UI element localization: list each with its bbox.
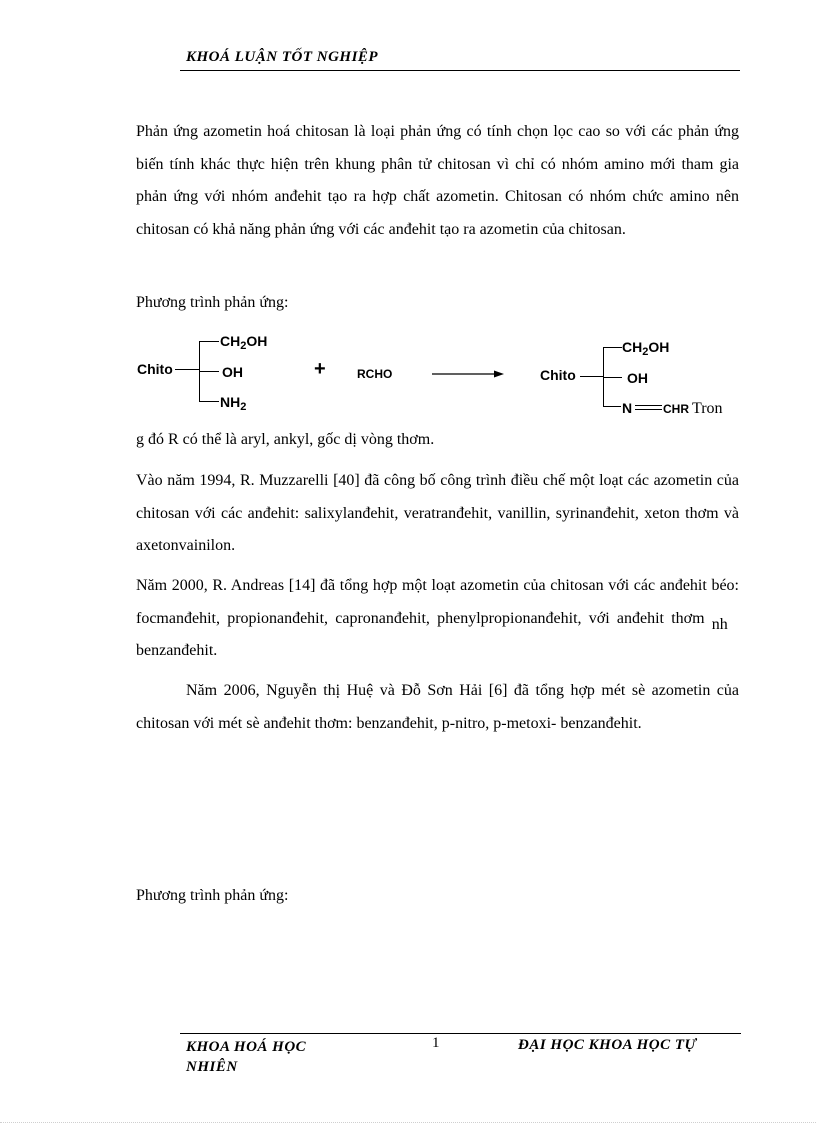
reactant-oh: OH [222,364,243,380]
equation-label: Phương trình phản ứng: [136,294,289,311]
reactant-nh2: $NH_2$ [220,394,247,413]
product-oh: OH [627,370,648,386]
overlay-text-tron: Tron [692,400,723,417]
product-bond-n [603,406,621,407]
aldehyde-rcho: RCHO [357,367,393,381]
reactant-ch2oh: $CH_2OH$ [220,333,268,352]
product-bond-oh [603,377,622,378]
header-divider [180,70,740,71]
paragraph-hue-hai: Năm 2006, Nguyễn thị Huệ và Đỗ Sơn Hải [6] đã tổng hợp mét sè azometin của chitosan với mét sè anđehit thơm: benzanđehit, p-nitro, p-metoxi- benzanđehit. [136,682,739,732]
reactant-bond-nh2 [199,401,219,402]
subscript-nh: nh [711,615,728,633]
plus-sign: + [314,358,326,380]
paragraph-muzzarelli: Vào năm 1994, R. Muzzarelli [40] đã công bố công trình điều chế một loạt các azometin của chitosan với các anđehit: salixylanđehit, veratranđehit, vanillin, syrinanđehit, xeton thơm và axetonvainilon. [136,472,739,554]
product-ch2oh: $CH_2OH$ [622,339,670,358]
footer-divider [180,1033,741,1034]
footer-faculty: KHOA HOÁ HỌC NHIÊN [186,1039,307,1075]
reactant-bond-ch2oh [199,341,219,342]
product-bond-ch2oh [603,347,622,348]
footer-university: ĐẠI HỌC KHOA HỌC TỰ [518,1037,697,1053]
paragraph-r-definition: g đó R có thể là aryl, ankyl, gốc dị vòng thơm. [136,431,435,448]
paragraph-andreas: Năm 2000, R. Andreas [14] đã tổng hợp một loạt azometin của chitosan với các anđehit béo: focmanđehit, propionanđehit, capronanđehit, phenylpropionanđehit, với anđehit thơm nh benzanđehit. [136,577,739,659]
reactant-chito-label: Chito [137,361,173,377]
page-header-title: KHOÁ LUẬN TỐT NGHIỆP [186,49,379,65]
paragraph-intro: Phản ứng azometin hoá chitosan là loại phản ứng có tính chọn lọc cao so với các phản ứng biến tính khác thực hiện trên khung phân tử chitosan vì chỉ có nhóm amino mới tham gia phản ứng với nhóm anđehit tạo ra hợp chất azometin. Chitosan có nhóm chức amino nên chitosan có khả năng phản ứng với các anđehit tạo ra azometin của chitosan. [136,123,739,238]
product-bond [580,376,603,377]
reactant-bond-oh [199,371,219,372]
double-bond-bottom [635,409,662,410]
page-number: 1 [432,1035,440,1051]
product-chito-label: Chito [540,367,576,383]
double-bond-top [635,405,662,406]
reaction-arrow-icon [432,369,506,379]
reactant-bond [175,369,199,370]
product-chr: CHR [663,402,689,416]
product-n: N [622,400,633,416]
equation-label-2: Phương trình phản ứng: [136,887,289,904]
